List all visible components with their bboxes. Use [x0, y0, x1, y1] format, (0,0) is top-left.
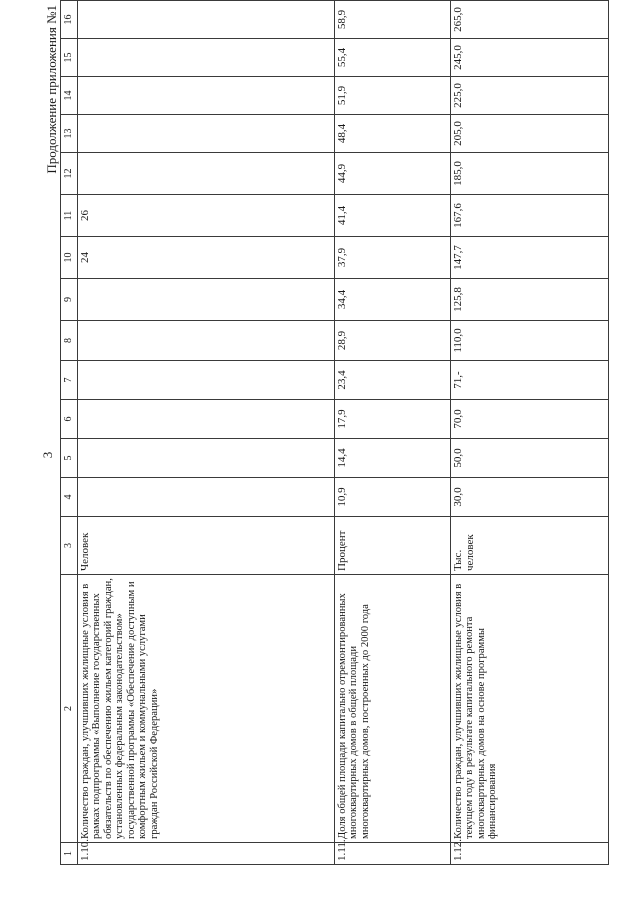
column-number: 2 [61, 575, 78, 843]
indicator-name: Доля общей площади капитально отремонтированных многоквартирных домов в общей площади многоквартирных домов, построенных до 2000 года [335, 575, 451, 843]
column-number: 7 [61, 361, 78, 400]
value-cell: 125,8 [451, 279, 609, 321]
value-cell: 50,0 [451, 439, 609, 478]
row-number: 1.11. [335, 843, 451, 865]
appendix-note: Продолжение приложения №1 [44, 5, 59, 174]
value-cell: 55,4 [335, 39, 451, 77]
column-number: 8 [61, 321, 78, 361]
value-cell: 48,4 [335, 115, 451, 153]
value-cell: 205,0 [451, 115, 609, 153]
header-row [61, 1, 78, 865]
value-cell [78, 400, 335, 439]
value-cell [78, 77, 335, 115]
value-cell: 14,4 [335, 439, 451, 478]
column-number: 1 [61, 843, 78, 865]
value-cell [78, 1, 335, 39]
value-cell: 41,4 [335, 195, 451, 237]
value-cell [78, 321, 335, 361]
page-number: 3 [40, 451, 55, 459]
row-number: 1.10. [78, 843, 335, 865]
column-number: 11 [61, 195, 78, 237]
value-cell: 147,7 [451, 237, 609, 279]
indicator-table [60, 0, 609, 865]
column-number: 12 [61, 153, 78, 195]
column-number: 5 [61, 439, 78, 478]
value-cell [78, 153, 335, 195]
indicator-name: Количество граждан, улучшивших жилищные условия в текущем году в результате капитального ремонта многоквартирных домов на основе программы финансирования [451, 575, 609, 843]
value-cell: 110,0 [451, 321, 609, 361]
value-cell [78, 39, 335, 77]
value-cell: 51,9 [335, 77, 451, 115]
value-cell: 225,0 [451, 77, 609, 115]
value-cell: 24 [78, 237, 335, 279]
value-cell [78, 478, 335, 517]
value-cell: 58,9 [335, 1, 451, 39]
table-row [335, 1, 451, 865]
column-number: 14 [61, 77, 78, 115]
value-cell [78, 115, 335, 153]
column-number: 3 [61, 517, 78, 575]
column-number: 13 [61, 115, 78, 153]
table-row [451, 1, 609, 865]
value-cell: 17,9 [335, 400, 451, 439]
value-cell: 245,0 [451, 39, 609, 77]
value-cell: 71,- [451, 361, 609, 400]
value-cell: 265,0 [451, 1, 609, 39]
value-cell: 167,6 [451, 195, 609, 237]
value-cell [78, 279, 335, 321]
column-number: 16 [61, 1, 78, 39]
value-cell: 34,4 [335, 279, 451, 321]
unit-cell: Процент [335, 517, 451, 575]
value-cell: 37,9 [335, 237, 451, 279]
value-cell: 26 [78, 195, 335, 237]
column-number: 15 [61, 39, 78, 77]
column-number: 4 [61, 478, 78, 517]
value-cell: 185,0 [451, 153, 609, 195]
table-row [78, 1, 335, 865]
value-cell: 28,9 [335, 321, 451, 361]
value-cell: 23,4 [335, 361, 451, 400]
unit-cell: Человек [78, 517, 335, 575]
value-cell [78, 361, 335, 400]
value-cell [78, 439, 335, 478]
column-number: 6 [61, 400, 78, 439]
indicator-name: Количество граждан, улучшивших жилищные условия в рамках подпрограммы «Выполнение государственных обязательств по обеспечению жильем категорий граждан, установленных федеральным законодательством» государственной программы «Обеспечение доступным и комфортным жильем и коммунальными услугами граждан Российской Федерации» [78, 575, 335, 843]
value-cell: 30,0 [451, 478, 609, 517]
value-cell: 44,9 [335, 153, 451, 195]
unit-cell: Тыс. человек [451, 517, 609, 575]
value-cell: 70,0 [451, 400, 609, 439]
column-number: 9 [61, 279, 78, 321]
value-cell: 10,9 [335, 478, 451, 517]
row-number: 1.12. [451, 843, 609, 865]
column-number: 10 [61, 237, 78, 279]
